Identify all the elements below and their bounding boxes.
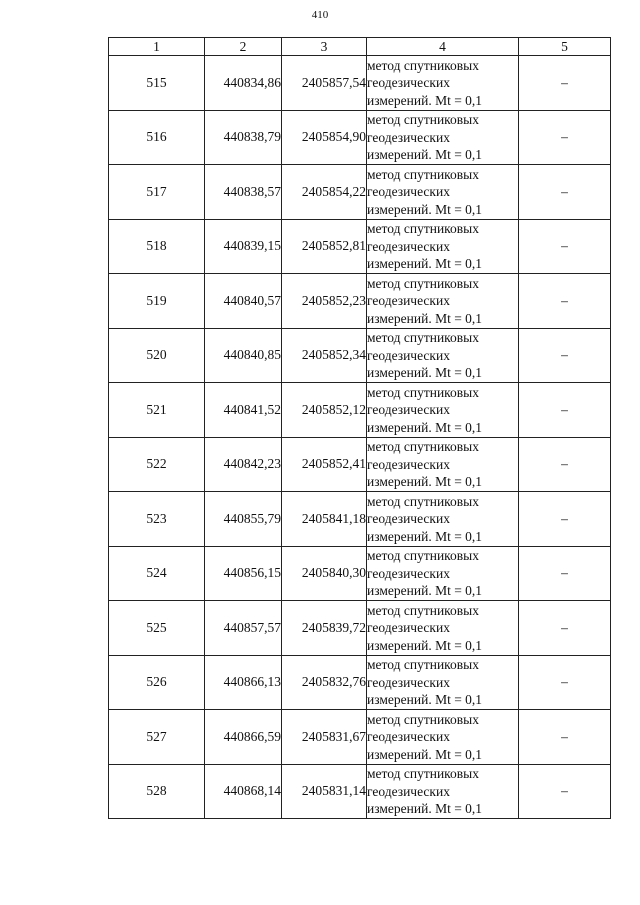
table-row [109, 655, 611, 710]
method-line: метод спутниковых [367, 384, 479, 400]
method-line: метод спутниковых [367, 766, 479, 781]
note-cell: – [519, 655, 611, 710]
column-header-4: 4 [367, 38, 519, 56]
column-header-5: 5 [519, 38, 611, 56]
x-coordinate-cell: 440857,57 [205, 601, 282, 656]
method-cell [367, 219, 519, 274]
method-line: метод спутниковых [367, 439, 479, 454]
method-line: измерений. Mt = 0,1 [367, 692, 483, 707]
method-cell [367, 328, 519, 383]
note-cell: – [519, 546, 611, 601]
method-cell [367, 546, 519, 601]
table-row [109, 328, 611, 383]
table-row [109, 710, 611, 765]
x-coordinate-cell: 440840,57 [205, 274, 282, 329]
table-row [109, 274, 611, 329]
x-coordinate-cell: 440834,86 [205, 56, 282, 111]
point-number-cell: 517 [109, 165, 205, 220]
coordinates-table [108, 37, 611, 819]
note-cell: – [519, 110, 611, 165]
method-line: геодезических [367, 238, 450, 254]
method-line: геодезических [367, 729, 450, 744]
point-number-cell: 527 [109, 710, 205, 765]
point-number-cell: 526 [109, 655, 205, 710]
x-coordinate-cell: 440838,79 [205, 110, 282, 165]
y-coordinate-cell: 2405852,81 [282, 219, 367, 274]
x-coordinate-cell: 440842,23 [205, 437, 282, 492]
note-cell: – [519, 437, 611, 492]
method-line: измерений. Mt = 0,1 [367, 147, 483, 162]
point-number-cell: 528 [109, 764, 205, 819]
column-header-1: 1 [109, 38, 205, 56]
method-cell [367, 601, 519, 656]
note-cell: – [519, 492, 611, 547]
x-coordinate-cell: 440866,13 [205, 655, 282, 710]
table-row [109, 492, 611, 547]
note-cell: – [519, 56, 611, 111]
method-line: измерений. Mt = 0,1 [367, 92, 483, 108]
table-row [109, 546, 611, 601]
method-line: геодезических [367, 511, 450, 526]
y-coordinate-cell: 2405854,22 [282, 165, 367, 220]
method-cell [367, 165, 519, 220]
table-body [109, 56, 611, 819]
table-row [109, 165, 611, 220]
method-line: геодезических [367, 129, 450, 145]
table-row [109, 110, 611, 165]
method-line: измерений. Mt = 0,1 [367, 256, 483, 271]
y-coordinate-cell: 2405852,34 [282, 328, 367, 383]
method-line: геодезических [367, 565, 450, 581]
point-number-cell: 523 [109, 492, 205, 547]
method-line: метод спутниковых [367, 493, 479, 509]
column-header-2: 2 [205, 38, 282, 56]
point-number-cell: 524 [109, 546, 205, 601]
table-row [109, 56, 611, 111]
column-header-3: 3 [282, 38, 367, 56]
method-line: метод спутниковых [367, 711, 479, 727]
method-line: геодезических [367, 674, 450, 690]
x-coordinate-cell: 440868,14 [205, 764, 282, 819]
note-cell: – [519, 274, 611, 329]
x-coordinate-cell: 440866,59 [205, 710, 282, 765]
method-cell [367, 764, 519, 819]
method-line: измерений. Mt = 0,1 [367, 419, 483, 435]
method-cell [367, 110, 519, 165]
y-coordinate-cell: 2405852,12 [282, 383, 367, 438]
table-row [109, 764, 611, 819]
point-number-cell: 525 [109, 601, 205, 656]
point-number-cell: 515 [109, 56, 205, 111]
method-cell [367, 437, 519, 492]
x-coordinate-cell: 440839,15 [205, 219, 282, 274]
method-line: геодезических [367, 347, 450, 363]
method-line: геодезических [367, 184, 450, 199]
y-coordinate-cell: 2405831,14 [282, 764, 367, 819]
method-line: измерений. Mt = 0,1 [367, 746, 483, 762]
x-coordinate-cell: 440855,79 [205, 492, 282, 547]
y-coordinate-cell: 2405841,18 [282, 492, 367, 547]
y-coordinate-cell: 2405857,54 [282, 56, 367, 111]
y-coordinate-cell: 2405831,67 [282, 710, 367, 765]
point-number-cell: 519 [109, 274, 205, 329]
method-cell [367, 56, 519, 111]
method-line: геодезических [367, 783, 450, 799]
y-coordinate-cell: 2405852,41 [282, 437, 367, 492]
method-line: геодезических [367, 456, 450, 472]
method-cell [367, 274, 519, 329]
table-header-row [109, 38, 611, 56]
page-number: 410 [311, 9, 329, 21]
table-row [109, 383, 611, 438]
y-coordinate-cell: 2405852,23 [282, 274, 367, 329]
y-coordinate-cell: 2405832,76 [282, 655, 367, 710]
note-cell: – [519, 764, 611, 819]
method-line: метод спутниковых [367, 112, 479, 127]
method-line: метод спутниковых [367, 57, 479, 73]
method-line: метод спутниковых [367, 166, 479, 182]
x-coordinate-cell: 440856,15 [205, 546, 282, 601]
note-cell: – [519, 219, 611, 274]
method-cell [367, 655, 519, 710]
method-line: метод спутниковых [367, 602, 479, 618]
note-cell: – [519, 601, 611, 656]
method-line: измерений. Mt = 0,1 [367, 365, 483, 380]
x-coordinate-cell: 440841,52 [205, 383, 282, 438]
y-coordinate-cell: 2405839,72 [282, 601, 367, 656]
method-line: геодезических [367, 620, 450, 635]
point-number-cell: 522 [109, 437, 205, 492]
method-cell [367, 383, 519, 438]
method-line: метод спутниковых [367, 657, 479, 672]
method-line: геодезических [367, 293, 450, 308]
y-coordinate-cell: 2405840,30 [282, 546, 367, 601]
method-line: геодезических [367, 402, 450, 417]
table-row [109, 219, 611, 274]
method-line: метод спутниковых [367, 275, 479, 291]
method-line: метод спутниковых [367, 330, 479, 345]
method-line: геодезических [367, 75, 450, 90]
y-coordinate-cell: 2405854,90 [282, 110, 367, 165]
method-line: измерений. Mt = 0,1 [367, 583, 483, 598]
method-line: измерений. Mt = 0,1 [367, 474, 483, 489]
point-number-cell: 518 [109, 219, 205, 274]
table-row [109, 437, 611, 492]
table-row [109, 601, 611, 656]
x-coordinate-cell: 440840,85 [205, 328, 282, 383]
point-number-cell: 521 [109, 383, 205, 438]
note-cell: – [519, 383, 611, 438]
method-cell [367, 492, 519, 547]
method-line: метод спутниковых [367, 548, 479, 563]
x-coordinate-cell: 440838,57 [205, 165, 282, 220]
method-cell [367, 710, 519, 765]
method-line: измерений. Mt = 0,1 [367, 201, 483, 217]
method-line: измерений. Mt = 0,1 [367, 310, 483, 326]
point-number-cell: 516 [109, 110, 205, 165]
note-cell: – [519, 328, 611, 383]
method-line: измерений. Mt = 0,1 [367, 637, 483, 653]
note-cell: – [519, 710, 611, 765]
point-number-cell: 520 [109, 328, 205, 383]
note-cell: – [519, 165, 611, 220]
method-line: метод спутниковых [367, 221, 479, 236]
method-line: измерений. Mt = 0,1 [367, 528, 483, 544]
method-line: измерений. Mt = 0,1 [367, 801, 483, 816]
